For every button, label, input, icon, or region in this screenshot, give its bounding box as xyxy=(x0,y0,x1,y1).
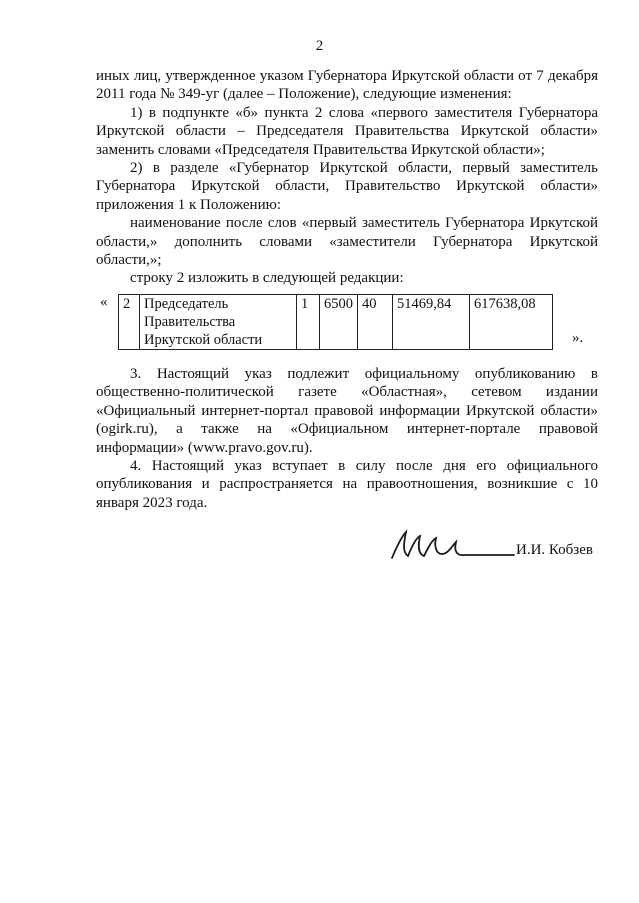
amendment-text xyxy=(96,67,598,288)
cell-monthly-total: 51469,84 xyxy=(393,295,470,350)
close-quote: ». xyxy=(572,330,584,346)
paragraph-entry-into-force: 4. Настоящий указ вступает в силу после дня его официального опубликования и распространяется на правоотношения, возникшие с 10 января 2023 года. xyxy=(96,458,598,511)
paragraph-publication: 3. Настоящий указ подлежит официальному опубликованию в общественно-политической газете «Областная», сетевом издании «Официальный интернет-портал правовой информации Иркутской области» (ogirk.ru), а также на «Официальном интернет-портале правовой информации» (www.pravo.gov.ru). xyxy=(96,366,598,456)
cell-percent: 40 xyxy=(358,295,393,350)
cell-salary: 6500 xyxy=(320,295,358,350)
cell-number: 2 xyxy=(119,295,140,350)
open-quote: « xyxy=(100,294,108,310)
replacement-table xyxy=(118,294,553,350)
paragraph-intro: иных лиц, утвержденное указом Губернатора Иркутской области от 7 декабря 2011 года № 349-уг (далее – Положение), следующие изменения: xyxy=(96,68,598,103)
paragraph-item-1: 1) в подпункте «б» пункта 2 слова «первого заместителя Губернатора Иркутской области – Председателя Правительства Иркутской области» заменить словами «Председателя Правительства Иркутской области»; xyxy=(96,104,598,158)
page-number: 2 xyxy=(315,38,324,54)
paragraph-naming: наименование после слов «первый заместитель Губернатора Иркутской области,» дополнить словами «заместители Губернатора Иркутской области,»; xyxy=(96,215,598,269)
signer-name: И.И. Кобзев xyxy=(516,542,593,558)
table-row xyxy=(119,295,553,350)
cell-annual-total: 617638,08 xyxy=(470,295,553,350)
final-provisions xyxy=(96,365,598,512)
cell-position: Председатель Правительства Иркутской области xyxy=(140,295,297,350)
signature-image xyxy=(386,526,516,566)
paragraph-item-2: 2) в разделе «Губернатор Иркутской области, первый заместитель Губернатора Иркутской области, Правительство Иркутской области» приложения 1 к Положению: xyxy=(96,160,598,213)
paragraph-row-intro: строку 2 изложить в следующей редакции: xyxy=(130,270,404,287)
cell-count: 1 xyxy=(297,295,320,350)
replacement-row xyxy=(100,294,600,348)
